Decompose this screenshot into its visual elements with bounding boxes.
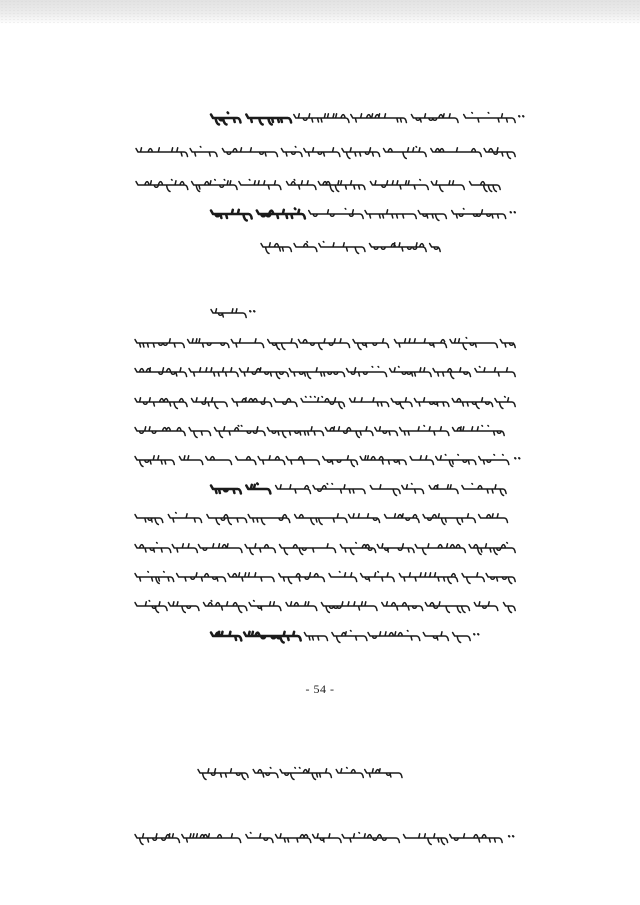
script-line [261, 242, 440, 254]
punctuation-mark [509, 836, 514, 837]
script-line [211, 113, 524, 125]
script-word [385, 514, 420, 523]
script-word [391, 398, 412, 409]
script-word [172, 544, 197, 553]
script-word [295, 514, 347, 525]
script-word [479, 455, 509, 465]
script-word [410, 456, 433, 465]
script-word [135, 543, 171, 553]
punctuation-mark [250, 311, 255, 312]
script-word [361, 572, 395, 582]
script-word [394, 339, 446, 348]
script-word [325, 427, 373, 438]
script-line [135, 601, 515, 613]
script-word [280, 768, 331, 780]
script-word [189, 368, 238, 377]
script-word [360, 456, 406, 465]
script-word [452, 398, 493, 409]
script-word [323, 456, 358, 467]
script-word [304, 148, 340, 157]
script-word [377, 544, 414, 553]
script-word [189, 428, 210, 438]
script-word [135, 398, 187, 409]
script-line [136, 147, 515, 159]
script-word [475, 367, 515, 377]
script-word [336, 768, 363, 778]
script-word [469, 543, 515, 555]
script-word [215, 426, 266, 438]
script-word [281, 147, 302, 157]
script-word [168, 513, 201, 523]
punctuation-mark [474, 634, 479, 635]
script-word [244, 632, 301, 643]
script-word [351, 114, 407, 123]
script-word [313, 834, 342, 843]
script-word [436, 455, 476, 467]
script-word [418, 211, 446, 221]
script-word [228, 573, 274, 582]
script-word [261, 243, 291, 254]
script-word [135, 834, 180, 845]
script-word [384, 147, 427, 159]
script-word [431, 148, 482, 157]
punctuation-mark [515, 458, 520, 459]
script-word [340, 543, 375, 555]
script-word [414, 398, 449, 407]
script-word [245, 544, 275, 555]
script-word [136, 148, 188, 157]
script-word [452, 209, 506, 219]
script-word [423, 632, 448, 641]
script-word [495, 397, 515, 409]
script-word [182, 834, 241, 843]
script-word [400, 426, 449, 436]
script-word [402, 484, 424, 494]
script-word [309, 209, 364, 219]
script-word [258, 456, 285, 465]
script-word [135, 368, 187, 377]
script-word [188, 339, 229, 348]
script-word [332, 631, 367, 643]
script-word [431, 181, 464, 192]
script-word [286, 602, 317, 611]
script-word [246, 833, 273, 843]
script-word [353, 339, 389, 350]
script-line [211, 484, 506, 496]
script-line [211, 309, 255, 318]
script-word [365, 769, 402, 778]
script-word [204, 601, 247, 613]
script-word [404, 834, 448, 845]
script-word [135, 515, 163, 525]
script-word [415, 544, 465, 555]
script-word [179, 456, 202, 465]
script-word [190, 147, 217, 157]
script-word [464, 113, 516, 123]
script-word [486, 574, 515, 584]
script-word [347, 367, 387, 377]
script-word [246, 484, 270, 494]
script-word [168, 602, 199, 613]
script-line [211, 631, 479, 643]
script-word [240, 368, 289, 379]
script-word [232, 398, 272, 407]
script-word [450, 338, 497, 350]
script-line [135, 338, 515, 350]
script-word [368, 631, 420, 641]
script-word [211, 632, 241, 641]
script-word [484, 148, 515, 159]
script-line [135, 572, 515, 584]
script-word [239, 180, 281, 190]
script-word [231, 339, 263, 348]
script-word [192, 180, 237, 192]
script-word [425, 602, 469, 613]
script-word [411, 114, 458, 123]
script-word [430, 244, 441, 252]
script-word [246, 115, 291, 125]
script-word [399, 573, 457, 584]
script-word [313, 484, 365, 494]
script-word [294, 114, 349, 123]
script-word [222, 148, 277, 157]
script-word [249, 601, 281, 611]
script-line [135, 367, 515, 379]
script-word [276, 485, 311, 494]
script-word [304, 633, 327, 641]
script-word [206, 457, 232, 465]
script-word [301, 397, 345, 409]
script-word [286, 457, 319, 465]
script-line [136, 180, 500, 192]
script-word [370, 243, 427, 252]
script-word [135, 427, 185, 436]
script-word [321, 602, 377, 613]
script-word [342, 148, 380, 159]
script-word [294, 242, 317, 252]
script-word [279, 573, 325, 584]
script-word [462, 484, 506, 496]
page-number: - 54 - [305, 682, 335, 696]
script-word [470, 182, 501, 192]
script-word [135, 572, 174, 584]
script-word [135, 456, 174, 467]
script-word [211, 210, 252, 221]
script-word [462, 573, 484, 584]
script-word [257, 209, 305, 219]
script-word [450, 834, 503, 843]
script-word [135, 601, 167, 613]
script-word [453, 426, 505, 436]
script-word [236, 457, 256, 465]
script-word [198, 769, 248, 780]
script-word [211, 113, 241, 125]
script-word [500, 340, 515, 348]
script-word [375, 427, 398, 436]
script-word [479, 514, 508, 523]
script-word [198, 544, 242, 553]
script-word [280, 544, 336, 555]
script-line [211, 209, 515, 221]
script-word [474, 602, 498, 611]
script-word [276, 834, 311, 843]
script-word [298, 339, 349, 350]
script-word [248, 515, 290, 525]
punctuation-mark [519, 116, 524, 117]
script-line [135, 513, 508, 525]
script-word [382, 602, 423, 611]
script-word [207, 515, 247, 525]
script-word [370, 180, 428, 190]
script-word [349, 514, 380, 523]
script-word [287, 180, 317, 190]
script-word [136, 180, 188, 192]
script-word [329, 572, 357, 582]
script-word [319, 242, 365, 254]
script-word [453, 633, 471, 643]
script-line [198, 768, 402, 780]
script-word [365, 210, 416, 219]
script-line [135, 426, 504, 438]
script-word [192, 398, 228, 409]
script-line [135, 543, 515, 555]
punctuation-mark [511, 212, 516, 213]
script-word [433, 368, 471, 379]
script-word [504, 603, 516, 613]
script-word [350, 398, 389, 407]
script-word [429, 485, 458, 494]
script-line [135, 833, 513, 845]
script-line [135, 455, 520, 467]
script-word [253, 768, 278, 778]
script-word [267, 427, 323, 438]
script-word [135, 339, 184, 348]
script-word [423, 514, 475, 525]
script-word [177, 573, 226, 582]
script-word [211, 486, 241, 494]
script-word [390, 367, 432, 377]
script-word [268, 339, 298, 350]
script-word [342, 833, 399, 843]
script-line [135, 397, 515, 409]
script-word [289, 368, 344, 379]
script-word [370, 485, 400, 496]
script-word [211, 309, 246, 318]
script-word [318, 181, 365, 192]
script-word [274, 399, 297, 407]
